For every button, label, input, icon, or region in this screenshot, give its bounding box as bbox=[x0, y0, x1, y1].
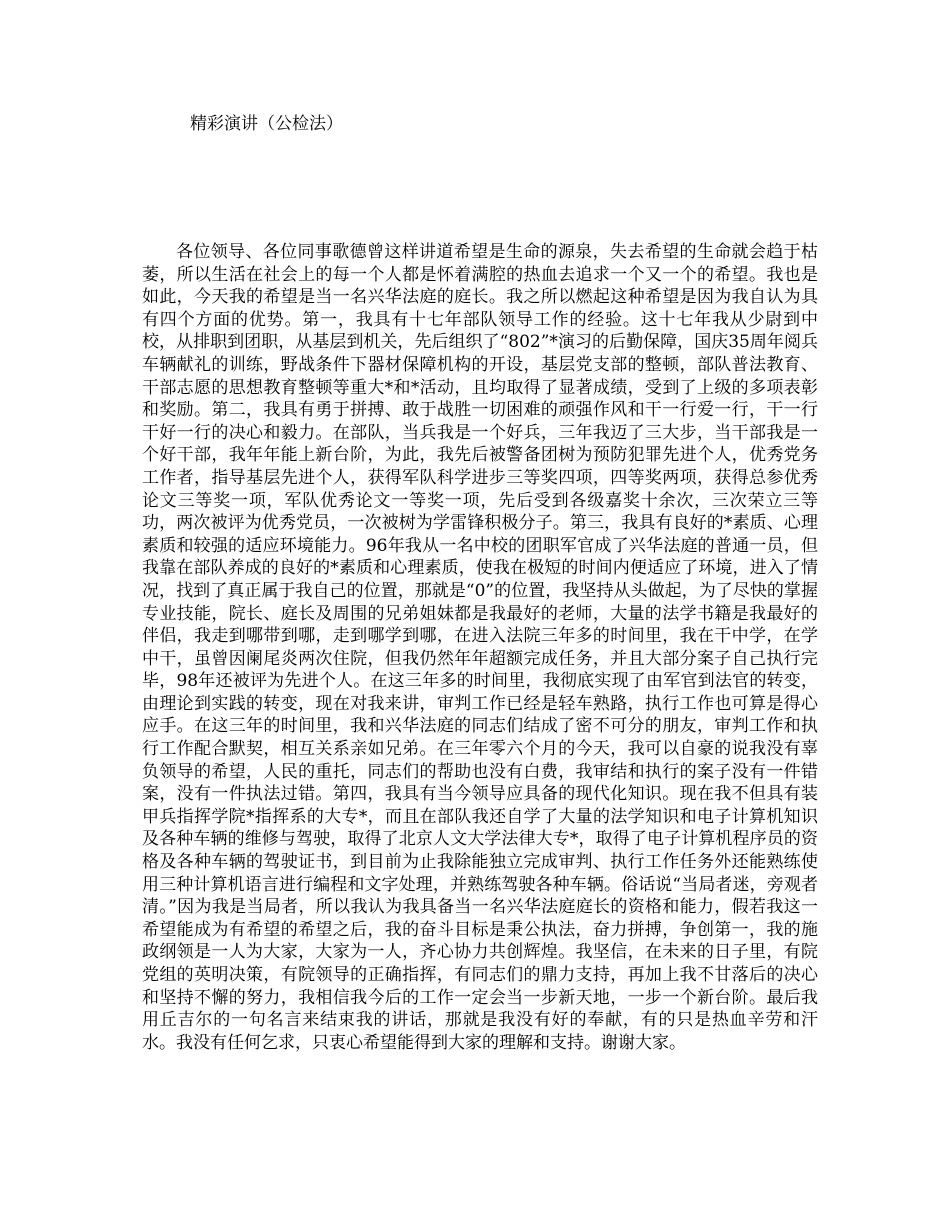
document-title: 精彩演讲（公检法） bbox=[190, 114, 343, 134]
speech-body-paragraph: 各位领导、各位同事歌德曾这样讲道希望是生命的源泉，失去希望的生命就会趋于枯萎，所以生活在社会上的每一个人都是怀着满腔的热血去追求一个又一个的希望。我也是如此，今天我的希望是当一名兴华法庭的庭长。我之所以燃起这种希望是因为我自认为具有四个方面的优势。第一，我具有十七年部队领导工作的经验。这十七年我从少尉到中校，从排职到团职，从基层到机关，先后组织了“802”*演习的后勤保障，国庆35周年阅兵车辆献礼的训练，野战条件下器材保障机构的开设，基层党支部的整顿，部队普法教育、干部志愿的思想教育整顿等重大*和*活动，且均取得了显著成绩，受到了上级的多项表彰和奖励。第二，我具有勇于拼搏、敢于战胜一切困难的顽强作风和干一行爱一行，干一行干好一行的决心和毅力。在部队，当兵我是一个好兵，三年我迈了三大步，当干部我是一个好干部，我年年能上新台阶，为此，我先后被警备团树为预防犯罪先进个人，优秀党务工作者，指导基层先进个人，获得军队科学进步三等奖四项，四等奖两项，获得总参优秀论文三等奖一项，军队优秀论文一等奖一项，先后受到各级嘉奖十余次，三次荣立三等功，两次被评为优秀党员，一次被树为学雷锋积极分子。第三，我具有良好的*素质、心理素质和较强的适应环境能力。96年我从一名中校的团职军官成了兴华法庭的普通一员，但我靠在部队养成的良好的*素质和心理素质，使我在极短的时间内便适应了环境，进入了情况，找到了真正属于我自己的位置，那就是“0”的位置，我坚持从头做起，为了尽快的掌握专业技能，院长、庭长及周围的兄弟姐妹都是我最好的老师，大量的法学书籍是我最好的伴侣，我走到哪带到哪，走到哪学到哪，在进入法院三年多的时间里，我在干中学，在学中干，虽曾因阑尾炎两次住院，但我仍然年年超额完成任务，并且大部分案子自己执行完毕，98年还被评为先进个人。在这三年多的时间里，我彻底实现了由军官到法官的转变，由理论到实践的转变，现在对我来讲，审判工作已经是轻车熟路，执行工作也可算是得心应手。在这三年的时间里，我和兴华法庭的同志们结成了密不可分的朋友，审判工作和执行工作配合默契，相互关系亲如兄弟。在三年零六个月的今天，我可以自豪的说我没有辜负领导的希望，人民的重托，同志们的帮助也没有白费，我审结和执行的案子没有一件错案，没有一件执法过错。第四，我具有当今领导应具备的现代化知识。现在我不但具有装甲兵指挥学院*指挥系的大专*，而且在部队我还自学了大量的法学知识和电子计算机知识及各种车辆的维修与驾驶，取得了北京人文大学法律大专*，取得了电子计算机程序员的资格及各种车辆的驾驶证书，到目前为止我除能独立完成审判、执行工作任务外还能熟练使用三种计算机语言进行编程和文字处理，并熟练驾驶各种车辆。俗话说“当局者迷，旁观者清。”因为我是当局者，所以我认为我具备当一名兴华法庭庭长的资格和能力，假若我这一希望能成为有希望的希望之后，我的奋斗目标是秉公执法，奋力拼搏，争创第一，我的施政纲领是一人为大家，大家为一人，齐心协力共创辉煌。我坚信，在未来的日子里，有院党组的英明决策，有院领导的正确指挥，有同志们的鼎力支持，再加上我不甘落后的决心和坚持不懈的努力，我相信我今后的工作一定会当一步新天地，一步一个新台阶。最后我用丘吉尔的一句名言来结束我的讲话，那就是我没有好的奉献，有的只是热血辛劳和汗水。我没有任何乞求，只衷心希望能得到大家的理解和支持。谢谢大家。 bbox=[142, 242, 818, 1053]
